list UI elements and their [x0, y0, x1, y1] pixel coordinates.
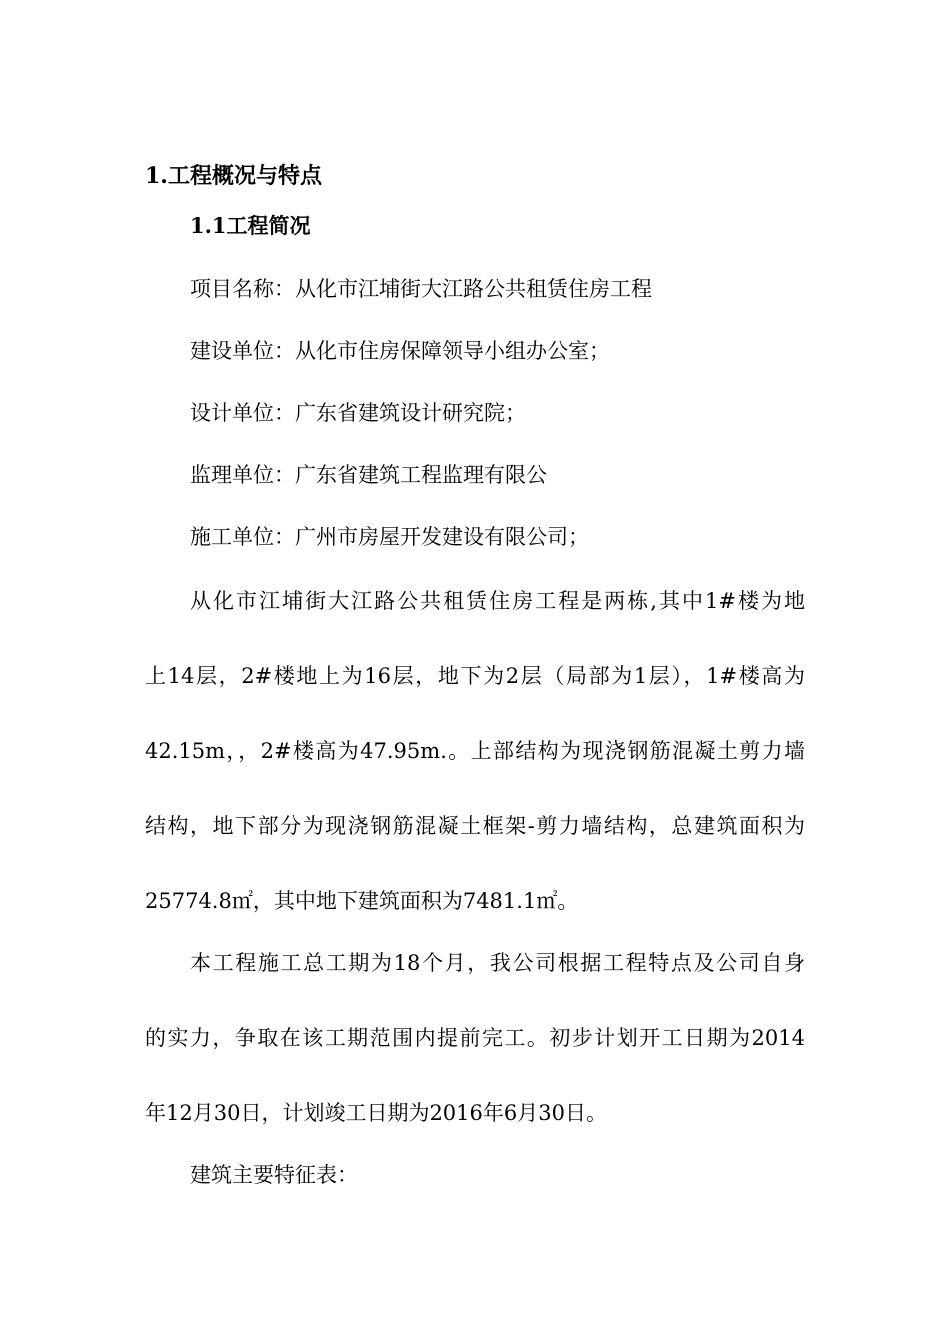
subsection-heading: 1.1工程简况 [190, 213, 311, 238]
paragraph-line: 42.15m，，2#楼高为47.95m.。上部结构为现浇钢筋混凝土剪力墙 [145, 739, 805, 763]
paragraph-line: 从化市江埔街大江路公共租赁住房工程是两栋,其中1#楼为地 [190, 589, 805, 613]
paragraph-line: 25774.8㎡，其中地下建筑面积为7481.1㎡。 [145, 889, 579, 913]
paragraph-line: 本工程施工总工期为18个月，我公司根据工程特点及公司自身 [190, 951, 805, 975]
info-line-supervisor: 监理单位：广东省建筑工程监理有限公 [190, 463, 547, 487]
info-line-owner: 建设单位：从化市住房保障领导小组办公室； [190, 339, 610, 363]
paragraph-line: 的实力，争取在该工期范围内提前完工。初步计划开工日期为2014 [145, 1026, 805, 1050]
paragraph-line: 年12月30日，计划竣工日期为2016年6月30日。 [145, 1101, 607, 1125]
paragraph-line: 上14层，2#楼地上为16层，地下为2层（局部为1层），1#楼高为 [145, 664, 805, 688]
info-line-contractor: 施工单位：广州市房屋开发建设有限公司； [190, 525, 589, 549]
info-line-designer: 设计单位：广东省建筑设计研究院； [190, 401, 526, 425]
info-line-project-name: 项目名称：从化市江埔街大江路公共租赁住房工程 [190, 277, 652, 301]
paragraph-line: 结构，地下部分为现浇钢筋混凝土框架-剪力墙结构，总建筑面积为 [145, 814, 805, 838]
section-heading: 1.工程概况与特点 [145, 163, 322, 189]
table-intro: 建筑主要特征表： [190, 1163, 358, 1187]
